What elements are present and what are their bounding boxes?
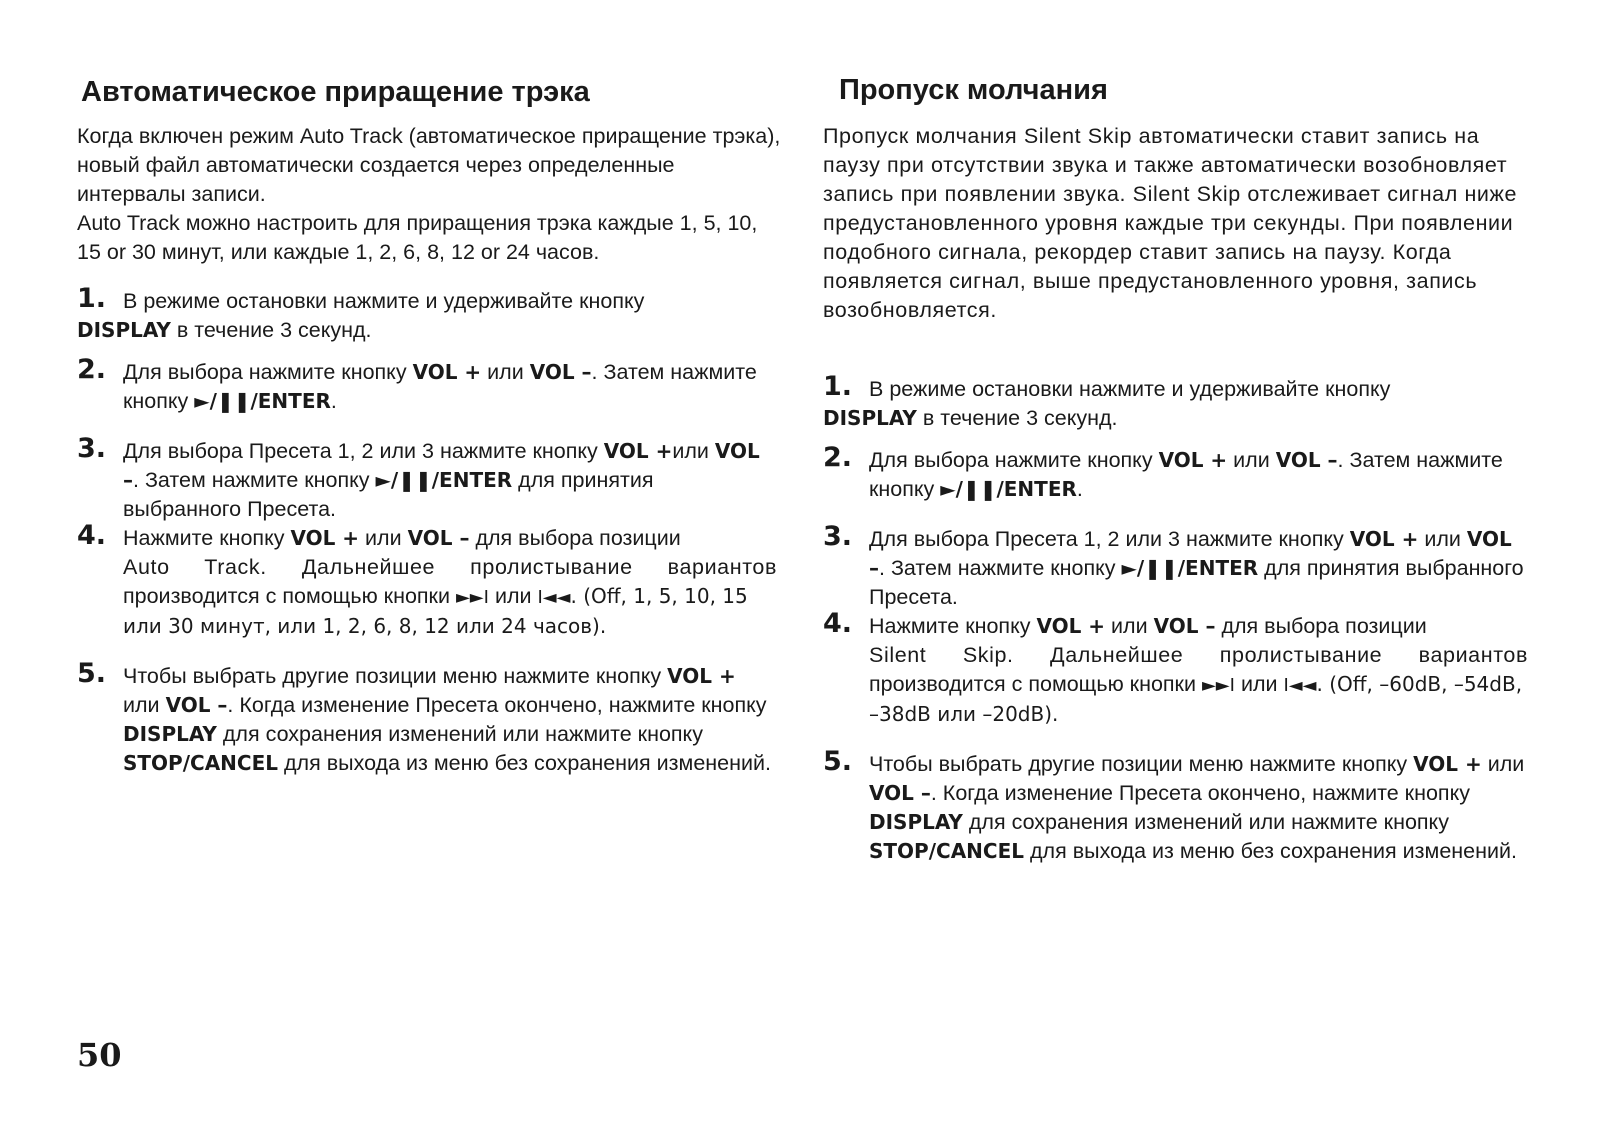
vol-minus-key-label: VOL –: [869, 527, 1512, 580]
step-number: 5.: [77, 658, 107, 689]
section-heading-silent-skip: Пропуск молчания: [839, 74, 1108, 107]
step-item: [823, 746, 1528, 866]
step-item: [823, 521, 1528, 612]
step-number: 3.: [823, 521, 853, 552]
step-item: [77, 283, 777, 345]
vol-minus-key-label: VOL –: [407, 526, 470, 550]
play-pause-enter-key-label: ►/❚❚/ENTER: [1121, 556, 1259, 580]
step-text: для сохранения изменений или нажмите кнопку: [968, 810, 1449, 834]
step-text: .: [330, 389, 337, 413]
previous-track-icon: I◄◄: [1283, 675, 1317, 696]
vol-plus-key-label: VOL +: [1036, 614, 1106, 638]
next-track-icon: ►►I: [455, 587, 489, 608]
step-text: Auto Track. Дальнейшее пролистывание вариантов: [123, 555, 777, 579]
step-number: 1.: [77, 283, 107, 314]
step-text: . Затем нажмите кнопку: [869, 448, 1503, 501]
vol-minus-key-label: VOL –: [1275, 448, 1338, 472]
step-text: или: [1424, 527, 1461, 551]
step-text: или: [365, 526, 402, 550]
step-item: [77, 433, 777, 524]
step-item: [77, 520, 777, 641]
step-text: Нажмите кнопку: [123, 526, 285, 550]
page-number: 50: [77, 1036, 122, 1074]
play-pause-enter-key-label: ►/❚❚/ENTER: [375, 468, 513, 492]
vol-plus-key-label: VOL +: [1413, 752, 1482, 776]
intro-paragraph: Пропуск молчания Silent Skip автоматически ставит запись на паузу при отсутствии звука и также автоматически возобновляет запись при появлении звука. Silent Skip отслеживает сигнал ниже предустановленного уровня каждые три секунды. При появлении подобного сигнала, рекордер ставит запись на паузу. Когда появляется сигнал, выше предустановленного уровня, запись возобновляется.: [823, 124, 1518, 322]
section-intro: [77, 122, 787, 267]
step-number: 3.: [77, 433, 107, 464]
option-values: . (Off, 1, 5, 10, 15 или 30 минут, или 1, 2, 6, 8, 12 или 24 часов).: [123, 584, 748, 638]
vol-plus-key-label: VOL +: [290, 526, 360, 550]
step-text: для выхода из меню без сохранения изменений.: [283, 751, 771, 775]
vol-minus-key-label: VOL –: [869, 781, 931, 805]
step-number: 2.: [823, 442, 853, 473]
step-text: Чтобы выбрать другие позиции меню нажмите кнопку: [123, 664, 662, 688]
step-text: или: [672, 439, 709, 463]
step-item: [823, 442, 1528, 504]
vol-minus-key-label: VOL –: [529, 360, 592, 384]
play-pause-enter-key-label: ►/❚❚/ENTER: [194, 389, 331, 413]
step-item: [823, 608, 1528, 729]
step-text: .: [1076, 477, 1083, 501]
step-text: для выбора позиции: [1221, 614, 1427, 638]
play-pause-enter-key-label: ►/❚❚/ENTER: [940, 477, 1077, 501]
display-key-label: DISPLAY: [123, 722, 217, 746]
step-text: или: [1233, 448, 1270, 472]
step-text: для сохранения изменений или нажмите кнопку: [222, 722, 703, 746]
step-text: . Когда изменение Пресета окончено, нажмите кнопку: [227, 693, 767, 717]
step-text: для принятия выбранного Пресета.: [123, 468, 654, 521]
vol-plus-key-label: VOL +: [412, 360, 482, 384]
step-number: 1.: [823, 371, 853, 402]
option-values: . (Off, –60dB, –54dB, –38dB или –20dB).: [869, 672, 1523, 726]
stop-cancel-key-label: STOP/CANCEL: [123, 751, 278, 775]
step-item: [823, 371, 1528, 433]
vol-plus-key-label: VOL +: [1349, 527, 1419, 551]
step-text: В режиме остановки нажмите и удерживайте кнопку: [869, 377, 1391, 401]
step-number: 5.: [823, 746, 853, 777]
previous-track-icon: I◄◄: [537, 587, 571, 608]
vol-minus-key-label: VOL –: [1153, 614, 1216, 638]
step-number: 4.: [823, 608, 853, 639]
step-text: . Затем нажмите кнопку: [133, 468, 370, 492]
step-number: 4.: [77, 520, 107, 551]
step-text: Silent Skip. Дальнейшее пролистывание вариантов: [869, 643, 1528, 667]
display-key-label: DISPLAY: [869, 810, 963, 834]
step-text: или: [487, 360, 524, 384]
step-text: Нажмите кнопку: [869, 614, 1031, 638]
vol-minus-key-label: VOL –: [123, 439, 760, 492]
intro-paragraph: Когда включен режим Auto Track (автоматическое приращение трэка), новый файл автоматически создается через определенные интервалы записи.: [77, 124, 781, 206]
step-text: производится с помощью кнопки: [123, 584, 450, 608]
step-text: для выбора позиции: [475, 526, 681, 550]
step-list: [823, 371, 1528, 866]
step-text: или: [1487, 752, 1525, 776]
step-text: Чтобы выбрать другие позиции меню нажмите кнопку: [869, 752, 1408, 776]
step-text: или: [123, 693, 160, 717]
step-text: Для выбора нажмите кнопку: [123, 360, 407, 384]
step-text: Для выбора нажмите кнопку: [869, 448, 1153, 472]
display-key-label: DISPLAY: [823, 406, 917, 430]
step-text: или: [1111, 614, 1148, 638]
step-text: Для выбора Пресета 1, 2 или 3 нажмите кнопку: [869, 527, 1344, 551]
display-key-label: DISPLAY: [77, 318, 171, 342]
step-number: 2.: [77, 354, 107, 385]
step-text: для выхода из меню без сохранения изменений.: [1029, 839, 1517, 863]
step-text: . Затем нажмите кнопку: [123, 360, 757, 413]
step-text: Для выбора Пресета 1, 2 или 3 нажмите кнопку: [123, 439, 598, 463]
vol-plus-key-label: VOL +: [603, 439, 673, 463]
intro-paragraph: Auto Track можно настроить для приращения трэка каждые 1, 5, 10, 15 or 30 минут, или каждые 1, 2, 6, 8, 12 or 24 часов.: [77, 211, 758, 264]
step-text: в течение 3 секунд.: [176, 318, 372, 342]
step-item: [77, 354, 777, 416]
step-list: [77, 283, 777, 778]
section-intro: [823, 122, 1543, 325]
step-text: или: [494, 584, 532, 608]
vol-minus-key-label: VOL –: [165, 693, 228, 717]
step-text: для принятия выбранного Пресета.: [869, 556, 1524, 609]
step-text: в течение 3 секунд.: [922, 406, 1118, 430]
next-track-icon: ►►I: [1201, 675, 1235, 696]
section-heading-auto-track: Автоматическое приращение трэка: [81, 76, 590, 109]
vol-plus-key-label: VOL +: [667, 664, 736, 688]
stop-cancel-key-label: STOP/CANCEL: [869, 839, 1024, 863]
step-text: . Затем нажмите кнопку: [879, 556, 1116, 580]
step-text: . Когда изменение Пресета окончено, нажмите кнопку: [930, 781, 1470, 805]
step-item: [77, 658, 777, 778]
step-text: В режиме остановки нажмите и удерживайте кнопку: [123, 289, 645, 313]
step-text: производится с помощью кнопки: [869, 672, 1196, 696]
vol-plus-key-label: VOL +: [1158, 448, 1228, 472]
step-text: или: [1240, 672, 1278, 696]
